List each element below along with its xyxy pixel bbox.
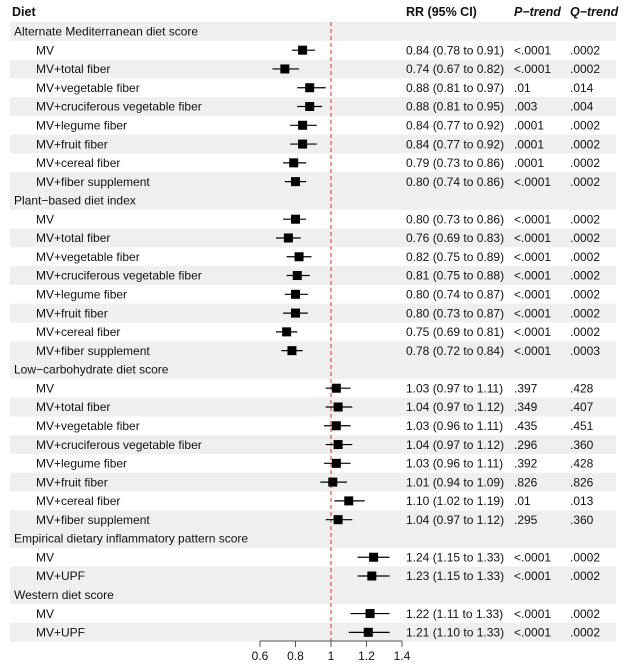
rr-ci-value: 0.80 (0.73 to 0.87) — [406, 306, 505, 321]
p-trend-value: <.0001 — [514, 550, 552, 565]
q-trend-value: .0002 — [570, 287, 601, 302]
p-trend-value: <.0001 — [514, 343, 552, 358]
q-trend-value: .0002 — [570, 249, 601, 264]
point-estimate-marker — [280, 64, 289, 73]
x-tick-label: 1.4 — [393, 649, 411, 663]
point-estimate-marker — [334, 440, 343, 449]
q-trend-value: .0002 — [570, 43, 601, 58]
p-trend-value: .0001 — [514, 137, 545, 152]
rr-ci-value: 0.88 (0.81 to 0.97) — [406, 80, 505, 95]
point-estimate-marker — [364, 628, 373, 637]
row-label: MV+total fiber — [36, 231, 111, 246]
p-trend-value: <.0001 — [514, 606, 552, 621]
row-label: MV+fiber supplement — [36, 174, 150, 189]
row-label: MV+fiber supplement — [36, 343, 150, 358]
row-label: MV — [36, 606, 54, 621]
header-q-trend: Q−trend — [570, 5, 619, 19]
rr-ci-value: 1.04 (0.97 to 1.12) — [406, 400, 505, 415]
x-tick-label: 0.6 — [251, 649, 269, 663]
row-label: MV+cruciferous vegetable fiber — [36, 437, 202, 452]
row-label: MV+cereal fiber — [36, 325, 121, 340]
q-trend-value: .451 — [570, 418, 594, 433]
rr-ci-value: 0.80 (0.74 to 0.86) — [406, 174, 505, 189]
p-trend-value: <.0001 — [514, 287, 552, 302]
group-label: Low−carbohydrate diet score — [14, 362, 169, 377]
point-estimate-marker — [295, 252, 304, 261]
q-trend-value: .407 — [570, 400, 594, 415]
point-estimate-marker — [366, 609, 375, 618]
point-estimate-marker — [305, 83, 314, 92]
row-label: MV+fruit fiber — [36, 306, 108, 321]
rr-ci-value: 0.84 (0.78 to 0.91) — [406, 43, 505, 58]
rr-ci-value: 1.24 (1.15 to 1.33) — [406, 550, 505, 565]
point-estimate-marker — [291, 215, 300, 224]
rr-ci-value: 1.03 (0.96 to 1.11) — [406, 418, 504, 433]
point-estimate-marker — [289, 158, 298, 167]
header-diet: Diet — [12, 5, 36, 19]
rr-ci-value: 0.78 (0.72 to 0.84) — [406, 343, 505, 358]
rr-ci-value: 0.88 (0.81 to 0.95) — [406, 99, 505, 114]
row-label: MV+cereal fiber — [36, 494, 121, 509]
row-label: MV — [36, 212, 54, 227]
rr-ci-value: 0.80 (0.74 to 0.87) — [406, 287, 505, 302]
x-tick-label: 0.8 — [287, 649, 304, 663]
point-estimate-marker — [332, 384, 341, 393]
x-tick-label: 1.2 — [358, 649, 375, 663]
q-trend-value: .0002 — [570, 137, 601, 152]
point-estimate-marker — [328, 478, 337, 487]
p-trend-value: <.0001 — [514, 325, 552, 340]
rr-ci-value: 0.79 (0.73 to 0.86) — [406, 156, 505, 171]
p-trend-value: <.0001 — [514, 569, 552, 584]
p-trend-value: .397 — [514, 381, 538, 396]
point-estimate-marker — [287, 346, 296, 355]
p-trend-value: <.0001 — [514, 268, 552, 283]
rr-ci-value: 1.23 (1.15 to 1.33) — [406, 569, 505, 584]
row-label: MV+total fiber — [36, 62, 111, 77]
rr-ci-value: 0.76 (0.69 to 0.83) — [406, 231, 505, 246]
rr-ci-value: 0.84 (0.77 to 0.92) — [406, 137, 505, 152]
q-trend-value: .0002 — [570, 118, 601, 133]
p-trend-value: .0001 — [514, 156, 545, 171]
q-trend-value: .0002 — [570, 569, 601, 584]
q-trend-value: .428 — [570, 456, 594, 471]
row-label: MV+total fiber — [36, 400, 111, 415]
p-trend-value: .003 — [514, 99, 538, 114]
row-label: MV+vegetable fiber — [36, 249, 140, 264]
point-estimate-marker — [334, 515, 343, 524]
point-estimate-marker — [291, 309, 300, 318]
q-trend-value: .0002 — [570, 606, 601, 621]
p-trend-value: .296 — [514, 437, 538, 452]
row-label: MV+vegetable fiber — [36, 418, 140, 433]
q-trend-value: .0003 — [570, 343, 601, 358]
row-label: MV — [36, 550, 54, 565]
point-estimate-marker — [291, 177, 300, 186]
rr-ci-value: 1.04 (0.97 to 1.12) — [406, 512, 505, 527]
column-headers — [12, 5, 619, 19]
p-trend-value: .435 — [514, 418, 538, 433]
group-label: Empirical dietary inflammatory pattern score — [14, 531, 249, 546]
point-estimate-marker — [305, 102, 314, 111]
rr-ci-value: 1.03 (0.96 to 1.11) — [406, 456, 504, 471]
rr-ci-value: 1.01 (0.94 to 1.09) — [406, 475, 505, 490]
point-estimate-marker — [282, 327, 291, 336]
q-trend-value: .013 — [570, 494, 594, 509]
group-label: Alternate Mediterranean diet score — [14, 24, 199, 39]
rr-ci-value: 1.10 (1.02 to 1.19) — [406, 494, 505, 509]
q-trend-value: .0002 — [570, 268, 601, 283]
point-estimate-marker — [334, 402, 343, 411]
p-trend-value: <.0001 — [514, 174, 552, 189]
rr-ci-value: 1.04 (0.97 to 1.12) — [406, 437, 505, 452]
group-label: Plant−based diet index — [14, 193, 136, 208]
p-trend-value: .01 — [514, 80, 531, 95]
rr-ci-value: 1.22 (1.11 to 1.33) — [406, 606, 504, 621]
point-estimate-marker — [298, 46, 307, 55]
point-estimate-marker — [344, 496, 353, 505]
point-estimate-marker — [298, 140, 307, 149]
point-estimate-marker — [332, 459, 341, 468]
row-label: MV+legume fiber — [36, 456, 128, 471]
header-rr: RR (95% CI) — [406, 5, 477, 19]
rr-ci-value: 0.84 (0.77 to 0.92) — [406, 118, 505, 133]
q-trend-value: .0002 — [570, 325, 601, 340]
q-trend-value: .826 — [570, 475, 594, 490]
point-estimate-marker — [332, 421, 341, 430]
point-estimate-marker — [293, 271, 302, 280]
p-trend-value: .0001 — [514, 118, 545, 133]
q-trend-value: .0002 — [570, 550, 601, 565]
row-label: MV+fruit fiber — [36, 137, 108, 152]
p-trend-value: <.0001 — [514, 625, 552, 640]
p-trend-value: .392 — [514, 456, 538, 471]
x-tick-label: 1 — [327, 649, 335, 663]
p-trend-value: <.0001 — [514, 62, 552, 77]
row-label: MV+vegetable fiber — [36, 80, 140, 95]
rr-ci-value: 0.81 (0.75 to 0.88) — [406, 268, 505, 283]
row-label: MV+cruciferous vegetable fiber — [36, 99, 202, 114]
p-trend-value: .349 — [514, 400, 538, 415]
rr-ci-value: 0.80 (0.73 to 0.86) — [406, 212, 505, 227]
rr-ci-value: 0.75 (0.69 to 0.81) — [406, 325, 505, 340]
row-label: MV+fruit fiber — [36, 475, 108, 490]
q-trend-value: .0002 — [570, 306, 601, 321]
q-trend-value: .0002 — [570, 212, 601, 227]
row-label: MV+cruciferous vegetable fiber — [36, 268, 202, 283]
point-estimate-marker — [369, 553, 378, 562]
row-label: MV+fiber supplement — [36, 512, 150, 527]
point-estimate-marker — [367, 572, 376, 581]
header-p-trend: P−trend — [514, 5, 561, 19]
row-label: MV+UPF — [36, 625, 86, 640]
p-trend-value: <.0001 — [514, 43, 552, 58]
p-trend-value: <.0001 — [514, 306, 552, 321]
p-trend-value: <.0001 — [514, 212, 552, 227]
p-trend-value: <.0001 — [514, 231, 552, 246]
q-trend-value: .360 — [570, 437, 594, 452]
row-label: MV — [36, 43, 54, 58]
rr-ci-value: 0.74 (0.67 to 0.82) — [406, 62, 505, 77]
q-trend-value: .0002 — [570, 62, 601, 77]
q-trend-value: .0002 — [570, 174, 601, 189]
q-trend-value: .0002 — [570, 156, 601, 171]
p-trend-value: .295 — [514, 512, 538, 527]
point-estimate-marker — [284, 233, 293, 242]
q-trend-value: .004 — [570, 99, 594, 114]
p-trend-value: .826 — [514, 475, 538, 490]
q-trend-value: .0002 — [570, 625, 601, 640]
point-estimate-marker — [298, 121, 307, 130]
row-label: MV — [36, 381, 54, 396]
rr-ci-value: 1.03 (0.97 to 1.11) — [406, 381, 504, 396]
row-label: MV+UPF — [36, 569, 86, 584]
p-trend-value: <.0001 — [514, 249, 552, 264]
q-trend-value: .360 — [570, 512, 594, 527]
rr-ci-value: 1.21 (1.10 to 1.33) — [406, 625, 505, 640]
q-trend-value: .0002 — [570, 231, 601, 246]
x-axis — [252, 641, 411, 663]
p-trend-value: .01 — [514, 494, 531, 509]
q-trend-value: .428 — [570, 381, 594, 396]
row-label: MV+legume fiber — [36, 287, 128, 302]
row-label: MV+legume fiber — [36, 118, 128, 133]
rr-ci-value: 0.82 (0.75 to 0.89) — [406, 249, 505, 264]
point-estimate-marker — [291, 290, 300, 299]
row-label: MV+cereal fiber — [36, 156, 121, 171]
group-label: Western diet score — [14, 587, 114, 602]
q-trend-value: .014 — [570, 80, 594, 95]
